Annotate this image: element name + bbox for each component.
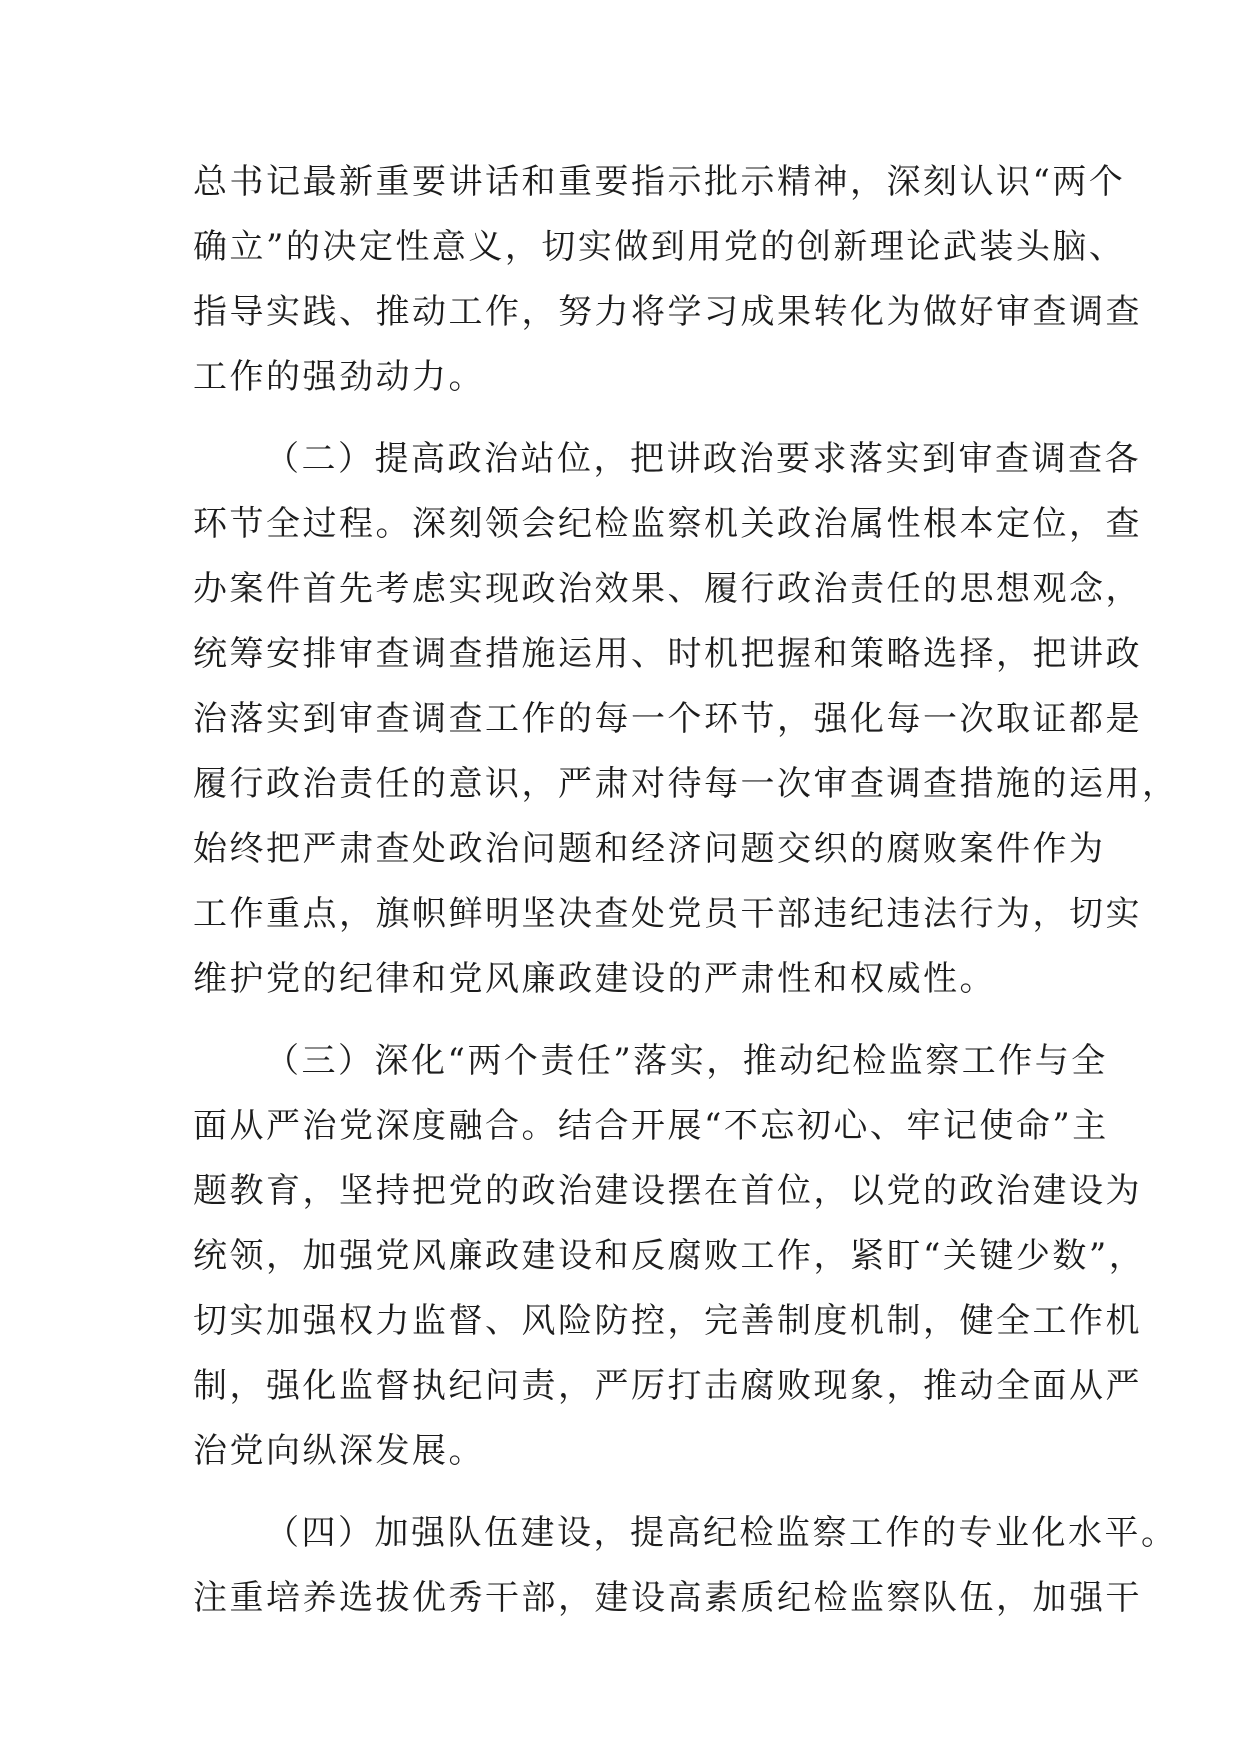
text-line: （三）深化“两个责任”落实，推动纪检监察工作与全 <box>265 1041 1108 1081</box>
document-body <box>193 150 1179 1648</box>
text-line: 统筹安排审查调查措施运用、时机把握和策略选择，把讲政 <box>193 634 1142 674</box>
text-line: 注重培养选拔优秀干部，建设高素质纪检监察队伍，加强干 <box>193 1578 1142 1618</box>
paragraph-3 <box>193 1029 1146 1484</box>
text-line: 制，强化监督执纪问责，严厉打击腐败现象，推动全面从严 <box>193 1366 1142 1406</box>
text-line: 工作的强劲动力。 <box>193 357 485 397</box>
text-line: 统领，加强党风廉政建设和反腐败工作，紧盯“关键少数”， <box>193 1236 1146 1276</box>
text-line: 总书记最新重要讲话和重要指示批示精神，深刻认识“两个 <box>193 162 1126 202</box>
text-line: 工作重点，旗帜鲜明坚决查处党员干部违纪违法行为，切实 <box>193 894 1142 934</box>
text-line: 办案件首先考虑实现政治效果、履行政治责任的思想观念， <box>193 569 1142 609</box>
text-line: 切实加强权力监督、风险防控，完善制度机制，健全工作机 <box>193 1301 1142 1341</box>
text-line: 面从严治党深度融合。结合开展“不忘初心、牢记使命”主 <box>193 1106 1109 1146</box>
text-line: （二）提高政治站位，把讲政治要求落实到审查调查各 <box>265 439 1141 479</box>
text-line: （四）加强队伍建设，提高纪检监察工作的专业化水平。 <box>265 1513 1178 1553</box>
text-line: 始终把严肃查处政治问题和经济问题交织的腐败案件作为 <box>193 829 1106 869</box>
paragraph-1 <box>193 150 1142 410</box>
text-line: 指导实践、推动工作，努力将学习成果转化为做好审查调查 <box>193 292 1142 332</box>
text-line: 确立”的决定性意义，切实做到用党的创新理论武装头脑、 <box>193 227 1126 267</box>
text-line: 治党向纵深发展。 <box>193 1431 485 1471</box>
text-line: 环节全过程。深刻领会纪检监察机关政治属性根本定位，查 <box>193 504 1142 544</box>
paragraph-4 <box>193 1501 1178 1631</box>
text-line: 题教育，坚持把党的政治建设摆在首位，以党的政治建设为 <box>193 1171 1142 1211</box>
paragraph-2 <box>193 427 1179 1012</box>
text-line: 治落实到审查调查工作的每一个环节，强化每一次取证都是 <box>193 699 1142 739</box>
text-line: 履行政治责任的意识，严肃对待每一次审查调查措施的运用， <box>193 764 1179 804</box>
text-line: 维护党的纪律和党风廉政建设的严肃性和权威性。 <box>193 959 996 999</box>
